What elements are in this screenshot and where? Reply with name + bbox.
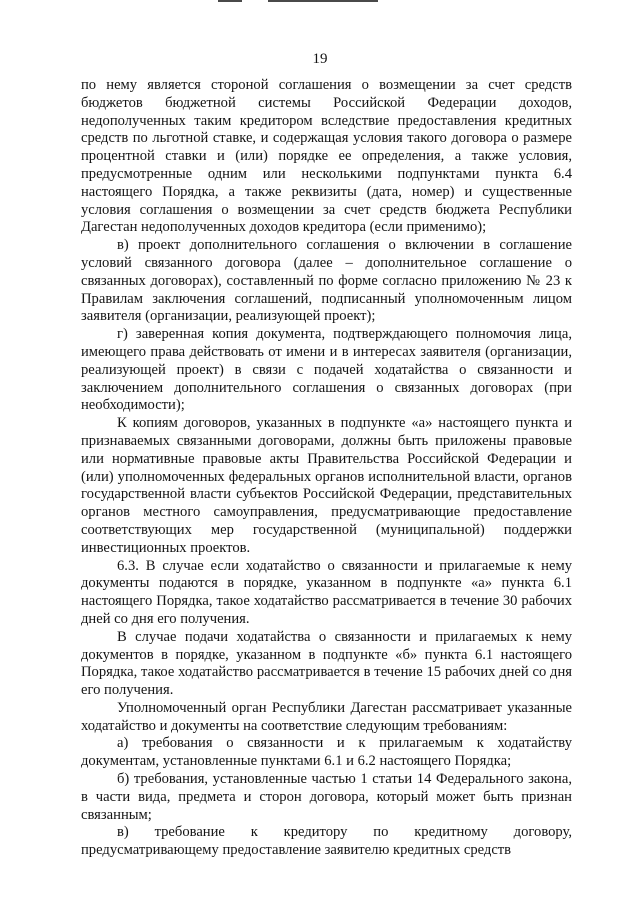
paragraph-continuation: по нему является стороной соглашения о возмещении за счет средств бюджетов бюджетной системы Российской Федерации доходов, недополученных таким кредитором вследствие предоставления кредитных средств по льготной ставке, и содержащая условия такого договора о размере процентной ставки и (или) порядке ее определения, а также условия, предусмотренные одним или несколькими подпунктами пункта 6.4 настоящего Порядка, а также реквизиты (дата, номер) и существенные условия соглашения о возмещении за счет средств бюджета Республики Дагестан недополученных доходов кредитора (если применимо); <box>81 77 572 236</box>
scan-artifact-line <box>268 0 378 2</box>
page-number: 19 <box>312 51 328 67</box>
paragraph-requirement-v: в) требование к кредитору по кредитному договору, предусматривающему предоставление заявителю кредитных средств <box>81 824 572 859</box>
paragraph-15-days: В случае подачи ходатайства о связанности и прилагаемых к нему документов в порядке, указанном в подпункте «б» пункта 6.1 настоящего Порядка, такое ходатайство рассматривается в течение 15 рабочих дней со дня его получения. <box>81 628 572 699</box>
paragraph-requirement-b: б) требования, установленные частью 1 статьи 14 Федерального закона, в части вида, предмета и сторон договора, который может быть признан связанным; <box>81 771 572 823</box>
paragraph-requirement-a: а) требования о связанности и к прилагаемым к ходатайству документам, установленные пунктами 6.1 и 6.2 настоящего Порядка; <box>81 735 572 770</box>
paragraph-6-3: 6.3. В случае если ходатайство о связанности и прилагаемые к нему документы подаются в порядке, указанном в подпункте «а» пункта 6.1 настоящего Порядка, такое ходатайство рассматривается в течение 30 рабочих дней со дня его получения. <box>81 557 572 627</box>
paragraph-authorized-body: Уполномоченный орган Республики Дагестан рассматривает указанные ходатайство и документы на соответствие следующим требованиям: <box>81 699 572 734</box>
paragraph-contract-copies: К копиям договоров, указанных в подпункте «а» настоящего пункта и признаваемых связанными договорами, должны быть приложены правовые или нормативные правовые акты Правительства Российской Федерации и (или) уполномоченных федеральных органов исполнительной власти, органов государственной власти субъектов Российской Федерации, представительных органов местного самоуправления, предусматривающие предоставление соответствующих мер государственной (муниципальной) поддержки инвестиционных проектов. <box>81 415 572 556</box>
scan-artifact-line <box>218 0 242 2</box>
paragraph-item-g: г) заверенная копия документа, подтверждающего полномочия лица, имеющего права действовать от имени и в интересах заявителя (организации, реализующей проект) в связи с подачей ходатайства о связанности и заключением дополнительного соглашения о связанных договорах (при необходимости); <box>81 326 572 414</box>
paragraph-item-v: в) проект дополнительного соглашения о включении в соглашение условий связанного договора (далее – дополнительное соглашение о связанных договорах), составленный по форме согласно приложению № 23 к Правилам заключения соглашений, подписанный уполномоченным лицом заявителя (организации, реализующей проект); <box>81 237 572 325</box>
document-body <box>81 77 572 860</box>
